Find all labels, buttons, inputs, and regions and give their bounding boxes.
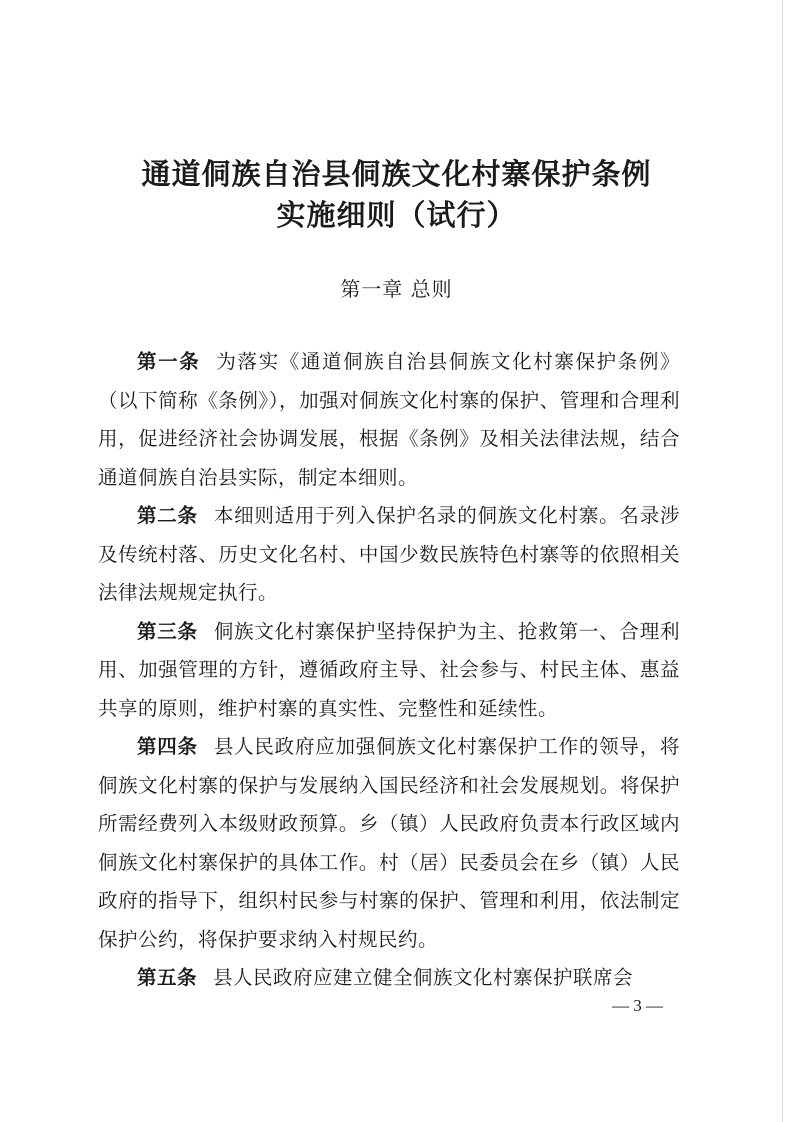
- article-5: [98, 959, 680, 998]
- document-body: [98, 343, 680, 998]
- page-number: — 3 —: [612, 996, 663, 1015]
- article-label: 第五条: [137, 966, 198, 989]
- article-2: [98, 497, 680, 613]
- article-text: 本细则适用于列入保护名录的侗族文化村寨。名录涉及传统村落、历史文化名村、中国少数民族特色村寨等的依照相关法律法规规定执行。: [98, 504, 680, 604]
- article-label: 第二条: [137, 504, 198, 527]
- article-1: [98, 343, 680, 497]
- article-text: 侗族文化村寨保护坚持保护为主、抢救第一、合理利用、加强管理的方针，遵循政府主导、社会参与、村民主体、惠益共享的原则，维护村寨的真实性、完整性和延续性。: [98, 619, 680, 720]
- article-4: [98, 728, 680, 959]
- article-label: 第三条: [137, 619, 198, 643]
- article-label: 第四条: [137, 735, 198, 758]
- article-3: [98, 613, 680, 729]
- document-title-line-2: 实施细则（试行）: [276, 198, 517, 232]
- document-title-line-1: 通道侗族自治县侗族文化村寨保护条例: [141, 157, 652, 191]
- article-text: 为落实《通道侗族自治县侗族文化村寨保护条例》（以下简称《条例》），加强对侗族文化村寨的保护、管理和合理利用，促进经济社会协调发展，根据《条例》及相关法律法规，结合通道侗族自治县实际，制定本细则。: [98, 350, 680, 489]
- chapter-heading: 第一章 总则: [340, 277, 453, 301]
- article-label: 第一条: [137, 350, 201, 373]
- article-text: 县人民政府应加强侗族文化村寨保护工作的领导，将侗族文化村寨的保护与发展纳入国民经济和社会发展规划。将保护所需经费列入本级财政预算。乡（镇）人民政府负责本行政区域内侗族文化村寨保护的具体工作。村（居）民委员会在乡（镇）人民政府的指导下，组织村民参与村寨的保护、管理和利用，依法制定保护公约，将保护要求纳入村规民约。: [98, 735, 680, 951]
- article-text: 县人民政府应建立健全侗族文化村寨保护联席会: [213, 966, 634, 989]
